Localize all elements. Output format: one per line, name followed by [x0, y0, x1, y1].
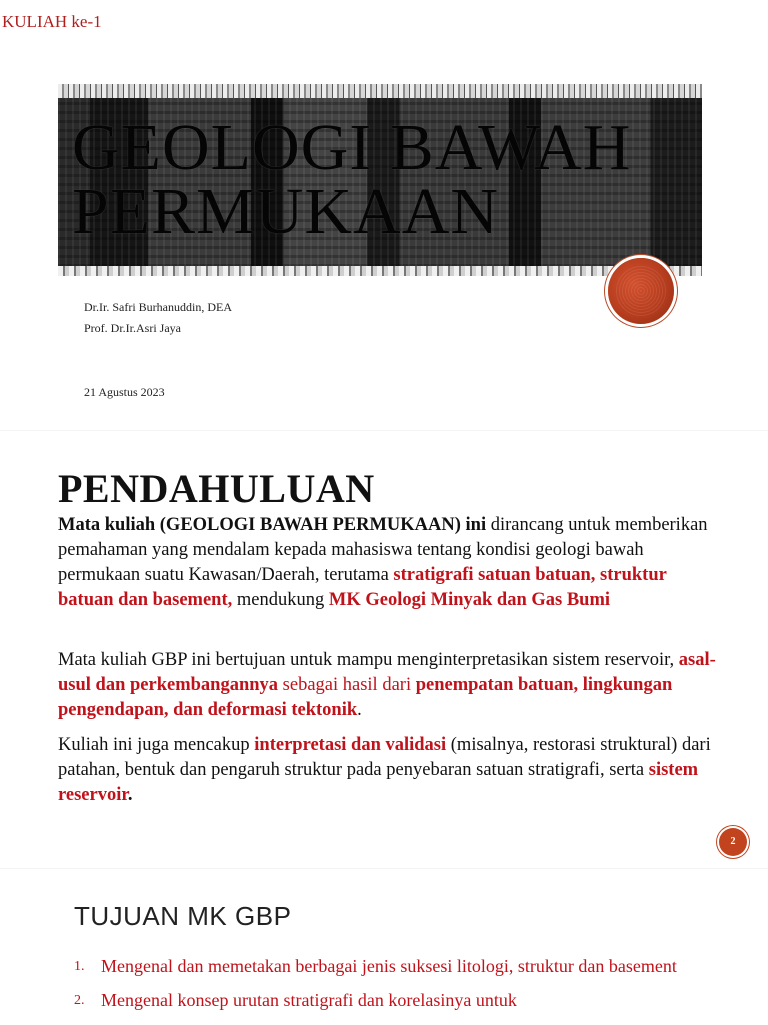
highlight-text: interpretasi dan validasi [254, 735, 447, 755]
author-name: Prof. Dr.Ir.Asri Jaya [84, 321, 181, 335]
list-number: 2. [74, 993, 85, 1008]
slide-title-line2: PERMUKAAN [72, 175, 500, 248]
slide-title-line1: GEOLOGI BAWAH [72, 111, 632, 184]
banner-stripe-top [58, 84, 702, 98]
highlight-text: stratigrafi satuan batuan, struktur batuan dan basement, [58, 565, 667, 610]
objectives-slide [0, 868, 768, 1025]
title-slide [0, 0, 768, 430]
text-span: dirancang untuk memberikan pemahaman yang mendalam kepada mahasiswa tentang kondisi geologi bawah permukaan suatu Kawasan/Daerah, terutama [58, 515, 708, 585]
text-span: . [127, 785, 133, 805]
page-number-badge: 2 [719, 828, 747, 856]
highlight-text: asal-usul dan perkembangannya [58, 650, 716, 695]
text-span: Kuliah ini juga mencakup [58, 735, 255, 755]
list-item [74, 989, 714, 1012]
slide-title [72, 111, 692, 248]
highlight-text: MK Geologi Minyak dan Gas Bumi [328, 590, 611, 610]
intro-paragraph [58, 513, 718, 613]
text-span: sebagai hasil dari [278, 675, 416, 695]
intro-paragraph [58, 648, 718, 723]
list-item [74, 955, 714, 978]
slide-heading: TUJUAN MK GBP [74, 901, 292, 931]
objectives-list [74, 955, 714, 1023]
highlight-text: penempatan batuan, lingkungan pengendapan, dan deformasi tektonik [58, 675, 673, 720]
title-banner [58, 84, 702, 276]
banner-stripe-bottom [58, 266, 702, 276]
text-span: mendukung [232, 590, 329, 610]
text-span: (misalnya, restorasi struktural) dari patahan, bentuk dan pengaruh struktur pada penyebaran satuan stratigrafi, serta [58, 735, 711, 780]
list-item-text: Mengenal dan memetakan berbagai jenis suksesi litologi, struktur dan basement [101, 956, 677, 976]
author-name: Dr.Ir. Safri Burhanuddin, DEA [84, 300, 232, 314]
lecture-label: KULIAH ke-1 [2, 12, 102, 31]
slide-heading: PENDAHULUAN [58, 466, 375, 511]
intro-paragraph [58, 733, 718, 808]
intro-slide [0, 430, 768, 869]
decorative-orb-icon [608, 258, 674, 324]
list-item-text: Mengenal konsep urutan stratigrafi dan korelasinya untuk [101, 990, 517, 1010]
course-name: Mata kuliah (GEOLOGI BAWAH PERMUKAAN) ini [58, 515, 487, 535]
text-span: Mata kuliah GBP ini bertujuan untuk mampu menginterpretasikan sistem reservoir, [58, 650, 679, 670]
text-span: . [357, 700, 362, 720]
presentation-date: 21 Agustus 2023 [84, 385, 165, 399]
highlight-text: sistem reservoir [58, 760, 699, 805]
list-number: 1. [74, 959, 85, 974]
